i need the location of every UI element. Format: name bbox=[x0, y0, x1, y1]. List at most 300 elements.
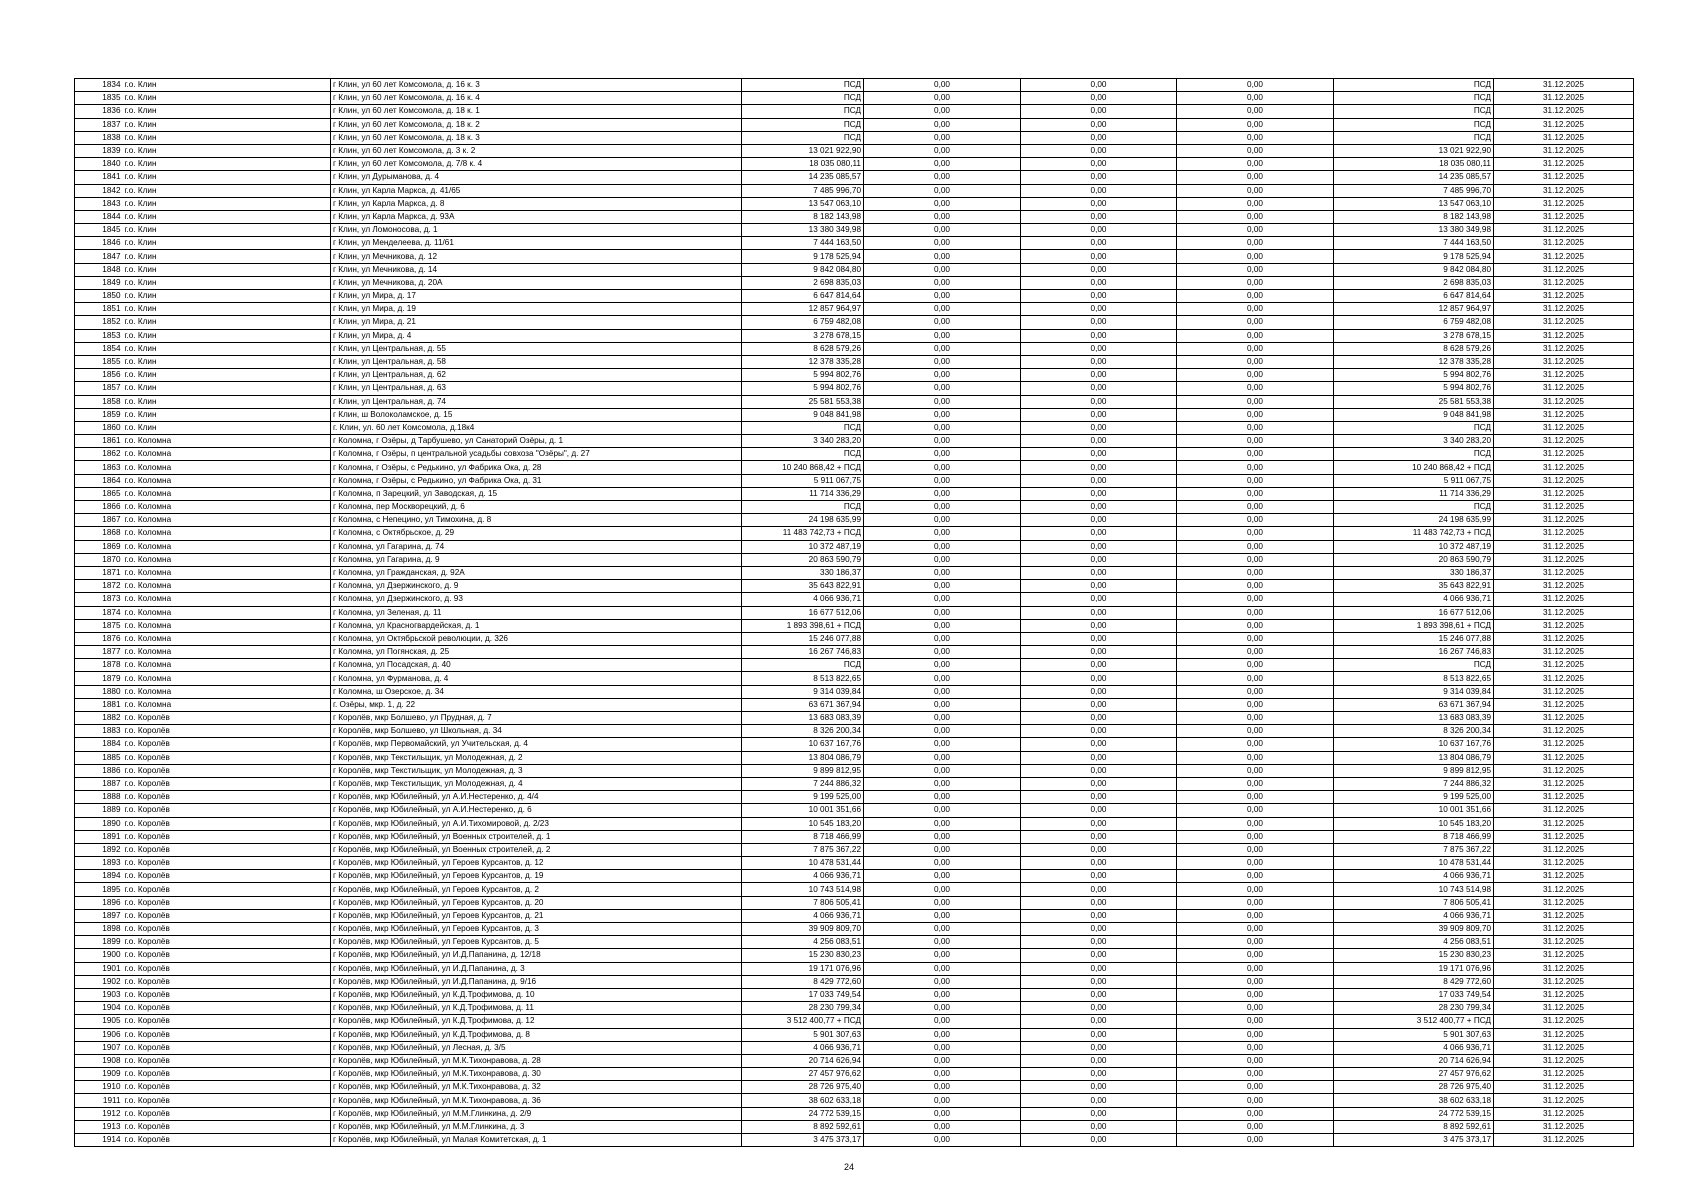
municipality-cell: г.о. Коломна bbox=[123, 474, 331, 487]
table-row bbox=[75, 448, 1634, 461]
municipality-cell: г.о. Королёв bbox=[123, 1081, 331, 1094]
cost-regional-cell: 0,00 bbox=[1021, 606, 1177, 619]
municipality-cell: г.о. Коломна bbox=[123, 566, 331, 579]
cost-regional-cell: 0,00 bbox=[1021, 553, 1177, 566]
cost-federal-cell: 0,00 bbox=[864, 896, 1021, 909]
cost-total-cell: 10 743 514,98 bbox=[742, 883, 864, 896]
municipality-cell: г.о. Королёв bbox=[123, 777, 331, 790]
cost-federal-cell: 0,00 bbox=[864, 435, 1021, 448]
address-cell: г Коломна, г Озёры, д Тарбушево, ул Санаторий Озёры, д. 1 bbox=[331, 435, 742, 448]
cost-other-cell: ПСД bbox=[1334, 118, 1494, 131]
completion-date-cell: 31.12.2025 bbox=[1494, 435, 1634, 448]
cost-local-cell: 0,00 bbox=[1177, 949, 1334, 962]
cost-local-cell: 0,00 bbox=[1177, 1094, 1334, 1107]
municipality-cell: г.о. Коломна bbox=[123, 527, 331, 540]
table-row bbox=[75, 158, 1634, 171]
cost-federal-cell: 0,00 bbox=[864, 751, 1021, 764]
table-row bbox=[75, 593, 1634, 606]
cost-regional-cell: 0,00 bbox=[1021, 936, 1177, 949]
cost-local-cell: 0,00 bbox=[1177, 909, 1334, 922]
cost-federal-cell: 0,00 bbox=[864, 1015, 1021, 1028]
address-cell: г Клин, ул Центральная, д. 62 bbox=[331, 369, 742, 382]
table-row bbox=[75, 131, 1634, 144]
cost-local-cell: 0,00 bbox=[1177, 540, 1334, 553]
cost-other-cell: 10 743 514,98 bbox=[1334, 883, 1494, 896]
cost-federal-cell: 0,00 bbox=[864, 540, 1021, 553]
completion-date-cell: 31.12.2025 bbox=[1494, 672, 1634, 685]
municipality-cell: г.о. Королёв bbox=[123, 843, 331, 856]
address-cell: г Королёв, мкр Текстильщик, ул Молодежная, д. 3 bbox=[331, 764, 742, 777]
cost-federal-cell: 0,00 bbox=[864, 791, 1021, 804]
cost-local-cell: 0,00 bbox=[1177, 1068, 1334, 1081]
cost-other-cell: 20 863 590,79 bbox=[1334, 553, 1494, 566]
cost-other-cell: 16 677 512,06 bbox=[1334, 606, 1494, 619]
table-row bbox=[75, 817, 1634, 830]
municipality-cell: г.о. Клин bbox=[123, 382, 331, 395]
cost-regional-cell: 0,00 bbox=[1021, 395, 1177, 408]
cost-other-cell: 4 066 936,71 bbox=[1334, 870, 1494, 883]
row-number-cell: 1873 bbox=[75, 593, 123, 606]
municipality-cell: г.о. Коломна bbox=[123, 540, 331, 553]
cost-total-cell: 9 199 525,00 bbox=[742, 791, 864, 804]
table-row bbox=[75, 698, 1634, 711]
row-number-cell: 1898 bbox=[75, 923, 123, 936]
address-cell: г Коломна, г Озёры, с Редькино, ул Фабрика Ока, д. 28 bbox=[331, 461, 742, 474]
municipality-cell: г.о. Королёв bbox=[123, 883, 331, 896]
cost-local-cell: 0,00 bbox=[1177, 1015, 1334, 1028]
cost-regional-cell: 0,00 bbox=[1021, 237, 1177, 250]
row-number-cell: 1910 bbox=[75, 1081, 123, 1094]
cost-other-cell: 12 378 335,28 bbox=[1334, 355, 1494, 368]
address-cell: г Королёв, мкр Юбилейный, ул К.Д.Трофимова, д. 12 bbox=[331, 1015, 742, 1028]
completion-date-cell: 31.12.2025 bbox=[1494, 316, 1634, 329]
row-number-cell: 1872 bbox=[75, 580, 123, 593]
completion-date-cell: 31.12.2025 bbox=[1494, 791, 1634, 804]
completion-date-cell: 31.12.2025 bbox=[1494, 566, 1634, 579]
cost-regional-cell: 0,00 bbox=[1021, 632, 1177, 645]
cost-federal-cell: 0,00 bbox=[864, 672, 1021, 685]
cost-regional-cell: 0,00 bbox=[1021, 540, 1177, 553]
cost-federal-cell: 0,00 bbox=[864, 1134, 1021, 1147]
row-number-cell: 1905 bbox=[75, 1015, 123, 1028]
table-row bbox=[75, 118, 1634, 131]
cost-regional-cell: 0,00 bbox=[1021, 1134, 1177, 1147]
cost-total-cell: 9 178 525,94 bbox=[742, 250, 864, 263]
cost-local-cell: 0,00 bbox=[1177, 712, 1334, 725]
completion-date-cell: 31.12.2025 bbox=[1494, 276, 1634, 289]
cost-federal-cell: 0,00 bbox=[864, 527, 1021, 540]
cost-federal-cell: 0,00 bbox=[864, 725, 1021, 738]
table-row bbox=[75, 1041, 1634, 1054]
cost-regional-cell: 0,00 bbox=[1021, 342, 1177, 355]
cost-federal-cell: 0,00 bbox=[864, 1068, 1021, 1081]
cost-total-cell: 7 875 367,22 bbox=[742, 843, 864, 856]
cost-other-cell: 7 244 886,32 bbox=[1334, 777, 1494, 790]
municipality-cell: г.о. Королёв bbox=[123, 1120, 331, 1133]
cost-total-cell: 4 066 936,71 bbox=[742, 1041, 864, 1054]
cost-other-cell: 1 893 398,61 + ПСД bbox=[1334, 619, 1494, 632]
cost-other-cell: 2 698 835,03 bbox=[1334, 276, 1494, 289]
address-cell: г Королёв, мкр Юбилейный, ул Лесная, д. 3/5 bbox=[331, 1041, 742, 1054]
cost-total-cell: 10 240 868,42 + ПСД bbox=[742, 461, 864, 474]
cost-federal-cell: 0,00 bbox=[864, 421, 1021, 434]
cost-regional-cell: 0,00 bbox=[1021, 1054, 1177, 1067]
municipality-cell: г.о. Королёв bbox=[123, 830, 331, 843]
cost-other-cell: 4 066 936,71 bbox=[1334, 909, 1494, 922]
table-row bbox=[75, 474, 1634, 487]
cost-regional-cell: 0,00 bbox=[1021, 791, 1177, 804]
completion-date-cell: 31.12.2025 bbox=[1494, 105, 1634, 118]
municipality-cell: г.о. Королёв bbox=[123, 817, 331, 830]
cost-other-cell: 9 048 841,98 bbox=[1334, 408, 1494, 421]
table-row bbox=[75, 355, 1634, 368]
cost-local-cell: 0,00 bbox=[1177, 896, 1334, 909]
cost-regional-cell: 0,00 bbox=[1021, 448, 1177, 461]
table-row bbox=[75, 421, 1634, 434]
completion-date-cell: 31.12.2025 bbox=[1494, 962, 1634, 975]
cost-federal-cell: 0,00 bbox=[864, 659, 1021, 672]
completion-date-cell: 31.12.2025 bbox=[1494, 764, 1634, 777]
cost-federal-cell: 0,00 bbox=[864, 369, 1021, 382]
cost-federal-cell: 0,00 bbox=[864, 1120, 1021, 1133]
row-number-cell: 1876 bbox=[75, 632, 123, 645]
completion-date-cell: 31.12.2025 bbox=[1494, 619, 1634, 632]
cost-other-cell: 7 875 367,22 bbox=[1334, 843, 1494, 856]
cost-other-cell: 8 182 143,98 bbox=[1334, 210, 1494, 223]
completion-date-cell: 31.12.2025 bbox=[1494, 501, 1634, 514]
cost-local-cell: 0,00 bbox=[1177, 936, 1334, 949]
address-cell: г Королёв, мкр Юбилейный, ул М.К.Тихонравова, д. 28 bbox=[331, 1054, 742, 1067]
address-cell: г Клин, ул Центральная, д. 63 bbox=[331, 382, 742, 395]
table-row bbox=[75, 857, 1634, 870]
cost-regional-cell: 0,00 bbox=[1021, 725, 1177, 738]
table-row bbox=[75, 303, 1634, 316]
cost-other-cell: 20 714 626,94 bbox=[1334, 1054, 1494, 1067]
cost-total-cell: 9 048 841,98 bbox=[742, 408, 864, 421]
municipality-cell: г.о. Коломна bbox=[123, 487, 331, 500]
cost-other-cell: 8 628 579,26 bbox=[1334, 342, 1494, 355]
table-row bbox=[75, 606, 1634, 619]
municipality-cell: г.о. Королёв bbox=[123, 988, 331, 1001]
cost-regional-cell: 0,00 bbox=[1021, 527, 1177, 540]
address-cell: г Клин, ул 60 лет Комсомола, д. 16 к. 3 bbox=[331, 79, 742, 92]
completion-date-cell: 31.12.2025 bbox=[1494, 1134, 1634, 1147]
municipality-cell: г.о. Королёв bbox=[123, 857, 331, 870]
table-row bbox=[75, 883, 1634, 896]
row-number-cell: 1870 bbox=[75, 553, 123, 566]
completion-date-cell: 31.12.2025 bbox=[1494, 1015, 1634, 1028]
row-number-cell: 1909 bbox=[75, 1068, 123, 1081]
municipality-cell: г.о. Клин bbox=[123, 158, 331, 171]
cost-total-cell: 9 314 039,84 bbox=[742, 685, 864, 698]
cost-federal-cell: 0,00 bbox=[864, 237, 1021, 250]
row-number-cell: 1859 bbox=[75, 408, 123, 421]
cost-local-cell: 0,00 bbox=[1177, 487, 1334, 500]
municipality-cell: г.о. Коломна bbox=[123, 646, 331, 659]
cost-local-cell: 0,00 bbox=[1177, 988, 1334, 1001]
completion-date-cell: 31.12.2025 bbox=[1494, 92, 1634, 105]
cost-local-cell: 0,00 bbox=[1177, 355, 1334, 368]
table-row bbox=[75, 764, 1634, 777]
cost-federal-cell: 0,00 bbox=[864, 870, 1021, 883]
municipality-cell: г.о. Королёв bbox=[123, 725, 331, 738]
cost-local-cell: 0,00 bbox=[1177, 857, 1334, 870]
municipality-cell: г.о. Королёв bbox=[123, 712, 331, 725]
cost-regional-cell: 0,00 bbox=[1021, 672, 1177, 685]
address-cell: г Королёв, мкр Юбилейный, ул И.Д.Папанина, д. 12/18 bbox=[331, 949, 742, 962]
address-cell: г Королёв, мкр Юбилейный, ул М.М.Глинкина, д. 3 bbox=[331, 1120, 742, 1133]
cost-total-cell: 7 444 163,50 bbox=[742, 237, 864, 250]
municipality-cell: г.о. Клин bbox=[123, 303, 331, 316]
municipality-cell: г.о. Клин bbox=[123, 369, 331, 382]
municipality-cell: г.о. Королёв bbox=[123, 936, 331, 949]
row-number-cell: 1894 bbox=[75, 870, 123, 883]
cost-local-cell: 0,00 bbox=[1177, 421, 1334, 434]
completion-date-cell: 31.12.2025 bbox=[1494, 685, 1634, 698]
cost-total-cell: 5 994 802,76 bbox=[742, 382, 864, 395]
cost-other-cell: 8 326 200,34 bbox=[1334, 725, 1494, 738]
address-cell: г Клин, ул Мечникова, д. 14 bbox=[331, 263, 742, 276]
row-number-cell: 1889 bbox=[75, 804, 123, 817]
address-cell: г Королёв, мкр Юбилейный, ул М.К.Тихонравова, д. 36 bbox=[331, 1094, 742, 1107]
municipality-cell: г.о. Коломна bbox=[123, 435, 331, 448]
cost-other-cell: 4 066 936,71 bbox=[1334, 1041, 1494, 1054]
cost-total-cell: 3 340 283,20 bbox=[742, 435, 864, 448]
address-cell: г Королёв, мкр Юбилейный, ул А.И.Нестеренко, д. 6 bbox=[331, 804, 742, 817]
municipality-cell: г.о. Коломна bbox=[123, 501, 331, 514]
cost-local-cell: 0,00 bbox=[1177, 593, 1334, 606]
address-cell: г Королёв, мкр Болшево, ул Школьная, д. 34 bbox=[331, 725, 742, 738]
completion-date-cell: 31.12.2025 bbox=[1494, 725, 1634, 738]
municipality-cell: г.о. Коломна bbox=[123, 448, 331, 461]
table-row bbox=[75, 263, 1634, 276]
municipality-cell: г.о. Клин bbox=[123, 237, 331, 250]
cost-total-cell: 6 647 814,64 bbox=[742, 290, 864, 303]
table-row bbox=[75, 382, 1634, 395]
cost-other-cell: 14 235 085,57 bbox=[1334, 171, 1494, 184]
cost-other-cell: 10 372 487,19 bbox=[1334, 540, 1494, 553]
cost-total-cell: 8 718 466,99 bbox=[742, 830, 864, 843]
cost-local-cell: 0,00 bbox=[1177, 804, 1334, 817]
completion-date-cell: 31.12.2025 bbox=[1494, 830, 1634, 843]
address-cell: г Клин, ул 60 лет Комсомола, д. 3 к. 2 bbox=[331, 144, 742, 157]
table-row bbox=[75, 290, 1634, 303]
row-number-cell: 1874 bbox=[75, 606, 123, 619]
cost-local-cell: 0,00 bbox=[1177, 962, 1334, 975]
cost-regional-cell: 0,00 bbox=[1021, 751, 1177, 764]
cost-federal-cell: 0,00 bbox=[864, 197, 1021, 210]
completion-date-cell: 31.12.2025 bbox=[1494, 712, 1634, 725]
cost-federal-cell: 0,00 bbox=[864, 857, 1021, 870]
cost-local-cell: 0,00 bbox=[1177, 263, 1334, 276]
cost-regional-cell: 0,00 bbox=[1021, 158, 1177, 171]
municipality-cell: г.о. Королёв bbox=[123, 1094, 331, 1107]
cost-total-cell: 20 714 626,94 bbox=[742, 1054, 864, 1067]
completion-date-cell: 31.12.2025 bbox=[1494, 632, 1634, 645]
row-number-cell: 1912 bbox=[75, 1107, 123, 1120]
cost-federal-cell: 0,00 bbox=[864, 646, 1021, 659]
completion-date-cell: 31.12.2025 bbox=[1494, 408, 1634, 421]
cost-regional-cell: 0,00 bbox=[1021, 514, 1177, 527]
cost-local-cell: 0,00 bbox=[1177, 105, 1334, 118]
municipality-cell: г.о. Клин bbox=[123, 184, 331, 197]
completion-date-cell: 31.12.2025 bbox=[1494, 250, 1634, 263]
row-number-cell: 1899 bbox=[75, 936, 123, 949]
table-row bbox=[75, 501, 1634, 514]
cost-other-cell: ПСД bbox=[1334, 501, 1494, 514]
municipality-cell: г.о. Королёв bbox=[123, 804, 331, 817]
completion-date-cell: 31.12.2025 bbox=[1494, 237, 1634, 250]
table-row bbox=[75, 329, 1634, 342]
table-row bbox=[75, 712, 1634, 725]
address-cell: г Коломна, ул Гагарина, д. 9 bbox=[331, 553, 742, 566]
table-row bbox=[75, 514, 1634, 527]
cost-other-cell: 13 683 083,39 bbox=[1334, 712, 1494, 725]
cost-local-cell: 0,00 bbox=[1177, 777, 1334, 790]
cost-other-cell: 17 033 749,54 bbox=[1334, 988, 1494, 1001]
table-row bbox=[75, 843, 1634, 856]
completion-date-cell: 31.12.2025 bbox=[1494, 646, 1634, 659]
address-cell: г Клин, ул 60 лет Комсомола, д. 16 к. 4 bbox=[331, 92, 742, 105]
address-cell: г Королёв, мкр Юбилейный, ул Героев Курсантов, д. 20 bbox=[331, 896, 742, 909]
cost-total-cell: 63 671 367,94 bbox=[742, 698, 864, 711]
cost-other-cell: 9 178 525,94 bbox=[1334, 250, 1494, 263]
completion-date-cell: 31.12.2025 bbox=[1494, 949, 1634, 962]
cost-other-cell: 7 444 163,50 bbox=[1334, 237, 1494, 250]
cost-local-cell: 0,00 bbox=[1177, 619, 1334, 632]
address-cell: г Коломна, ул Зеленая, д. 11 bbox=[331, 606, 742, 619]
completion-date-cell: 31.12.2025 bbox=[1494, 843, 1634, 856]
cost-federal-cell: 0,00 bbox=[864, 342, 1021, 355]
completion-date-cell: 31.12.2025 bbox=[1494, 448, 1634, 461]
completion-date-cell: 31.12.2025 bbox=[1494, 461, 1634, 474]
cost-local-cell: 0,00 bbox=[1177, 290, 1334, 303]
address-cell: г Коломна, ул Фурманова, д. 4 bbox=[331, 672, 742, 685]
cost-other-cell: 9 199 525,00 bbox=[1334, 791, 1494, 804]
cost-total-cell: 10 372 487,19 bbox=[742, 540, 864, 553]
cost-total-cell: 3 278 678,15 bbox=[742, 329, 864, 342]
cost-regional-cell: 0,00 bbox=[1021, 461, 1177, 474]
table-row bbox=[75, 144, 1634, 157]
table-row bbox=[75, 369, 1634, 382]
row-number-cell: 1914 bbox=[75, 1134, 123, 1147]
cost-federal-cell: 0,00 bbox=[864, 962, 1021, 975]
address-cell: г Королёв, мкр Юбилейный, ул М.М.Глинкина, д. 2/9 bbox=[331, 1107, 742, 1120]
cost-regional-cell: 0,00 bbox=[1021, 1015, 1177, 1028]
cost-total-cell: 13 804 086,79 bbox=[742, 751, 864, 764]
cost-federal-cell: 0,00 bbox=[864, 461, 1021, 474]
cost-regional-cell: 0,00 bbox=[1021, 474, 1177, 487]
cost-federal-cell: 0,00 bbox=[864, 263, 1021, 276]
cost-local-cell: 0,00 bbox=[1177, 1107, 1334, 1120]
cost-local-cell: 0,00 bbox=[1177, 698, 1334, 711]
cost-regional-cell: 0,00 bbox=[1021, 435, 1177, 448]
address-cell: г Клин, ул Менделеева, д. 11/61 bbox=[331, 237, 742, 250]
cost-total-cell: 8 513 822,65 bbox=[742, 672, 864, 685]
cost-total-cell: 39 909 809,70 bbox=[742, 923, 864, 936]
cost-regional-cell: 0,00 bbox=[1021, 1081, 1177, 1094]
address-cell: г Клин, ул Мира, д. 19 bbox=[331, 303, 742, 316]
municipality-cell: г.о. Клин bbox=[123, 263, 331, 276]
table-row bbox=[75, 435, 1634, 448]
address-cell: г Клин, ул 60 лет Комсомола, д. 18 к. 2 bbox=[331, 118, 742, 131]
cost-total-cell: 8 182 143,98 bbox=[742, 210, 864, 223]
cost-federal-cell: 0,00 bbox=[864, 171, 1021, 184]
address-cell: г Королёв, мкр Юбилейный, ул А.И.Тихомировой, д. 2/23 bbox=[331, 817, 742, 830]
row-number-cell: 1871 bbox=[75, 566, 123, 579]
completion-date-cell: 31.12.2025 bbox=[1494, 817, 1634, 830]
cost-local-cell: 0,00 bbox=[1177, 646, 1334, 659]
cost-federal-cell: 0,00 bbox=[864, 1107, 1021, 1120]
cost-total-cell: 24 198 635,99 bbox=[742, 514, 864, 527]
cost-local-cell: 0,00 bbox=[1177, 1041, 1334, 1054]
cost-regional-cell: 0,00 bbox=[1021, 975, 1177, 988]
cost-regional-cell: 0,00 bbox=[1021, 843, 1177, 856]
cost-regional-cell: 0,00 bbox=[1021, 566, 1177, 579]
address-cell: г Клин, ул Мира, д. 21 bbox=[331, 316, 742, 329]
address-cell: г. Озёры, мкр. 1, д. 22 bbox=[331, 698, 742, 711]
row-number-cell: 1866 bbox=[75, 501, 123, 514]
cost-other-cell: 11 483 742,73 + ПСД bbox=[1334, 527, 1494, 540]
cost-federal-cell: 0,00 bbox=[864, 382, 1021, 395]
completion-date-cell: 31.12.2025 bbox=[1494, 870, 1634, 883]
table-row bbox=[75, 210, 1634, 223]
completion-date-cell: 31.12.2025 bbox=[1494, 751, 1634, 764]
cost-total-cell: 13 021 922,90 bbox=[742, 144, 864, 157]
row-number-cell: 1880 bbox=[75, 685, 123, 698]
row-number-cell: 1845 bbox=[75, 224, 123, 237]
cost-total-cell: 10 478 531,44 bbox=[742, 857, 864, 870]
cost-local-cell: 0,00 bbox=[1177, 527, 1334, 540]
cost-total-cell: 11 714 336,29 bbox=[742, 487, 864, 500]
completion-date-cell: 31.12.2025 bbox=[1494, 593, 1634, 606]
completion-date-cell: 31.12.2025 bbox=[1494, 738, 1634, 751]
address-cell: г Королёв, мкр Первомайский, ул Учительская, д. 4 bbox=[331, 738, 742, 751]
table-body bbox=[75, 79, 1634, 1147]
cost-regional-cell: 0,00 bbox=[1021, 131, 1177, 144]
cost-regional-cell: 0,00 bbox=[1021, 738, 1177, 751]
cost-total-cell: ПСД bbox=[742, 421, 864, 434]
row-number-cell: 1840 bbox=[75, 158, 123, 171]
address-cell: г Королёв, мкр Юбилейный, ул Героев Курсантов, д. 19 bbox=[331, 870, 742, 883]
row-number-cell: 1836 bbox=[75, 105, 123, 118]
cost-other-cell: 6 647 814,64 bbox=[1334, 290, 1494, 303]
data-table bbox=[74, 78, 1634, 1147]
cost-total-cell: ПСД bbox=[742, 92, 864, 105]
address-cell: г Коломна, ул Красногвардейская, д. 1 bbox=[331, 619, 742, 632]
address-cell: г. Клин, ул. 60 лет Комсомола, д.18к4 bbox=[331, 421, 742, 434]
cost-federal-cell: 0,00 bbox=[864, 250, 1021, 263]
cost-total-cell: 12 857 964,97 bbox=[742, 303, 864, 316]
completion-date-cell: 31.12.2025 bbox=[1494, 355, 1634, 368]
cost-other-cell: 35 643 822,91 bbox=[1334, 580, 1494, 593]
completion-date-cell: 31.12.2025 bbox=[1494, 606, 1634, 619]
cost-local-cell: 0,00 bbox=[1177, 830, 1334, 843]
cost-federal-cell: 0,00 bbox=[864, 949, 1021, 962]
cost-regional-cell: 0,00 bbox=[1021, 250, 1177, 263]
municipality-cell: г.о. Королёв bbox=[123, 764, 331, 777]
table-row bbox=[75, 250, 1634, 263]
cost-total-cell: 4 066 936,71 bbox=[742, 909, 864, 922]
row-number-cell: 1851 bbox=[75, 303, 123, 316]
cost-total-cell: 7 485 996,70 bbox=[742, 184, 864, 197]
cost-federal-cell: 0,00 bbox=[864, 276, 1021, 289]
table-row bbox=[75, 1015, 1634, 1028]
cost-regional-cell: 0,00 bbox=[1021, 580, 1177, 593]
row-number-cell: 1854 bbox=[75, 342, 123, 355]
cost-federal-cell: 0,00 bbox=[864, 501, 1021, 514]
table-row bbox=[75, 1134, 1634, 1147]
